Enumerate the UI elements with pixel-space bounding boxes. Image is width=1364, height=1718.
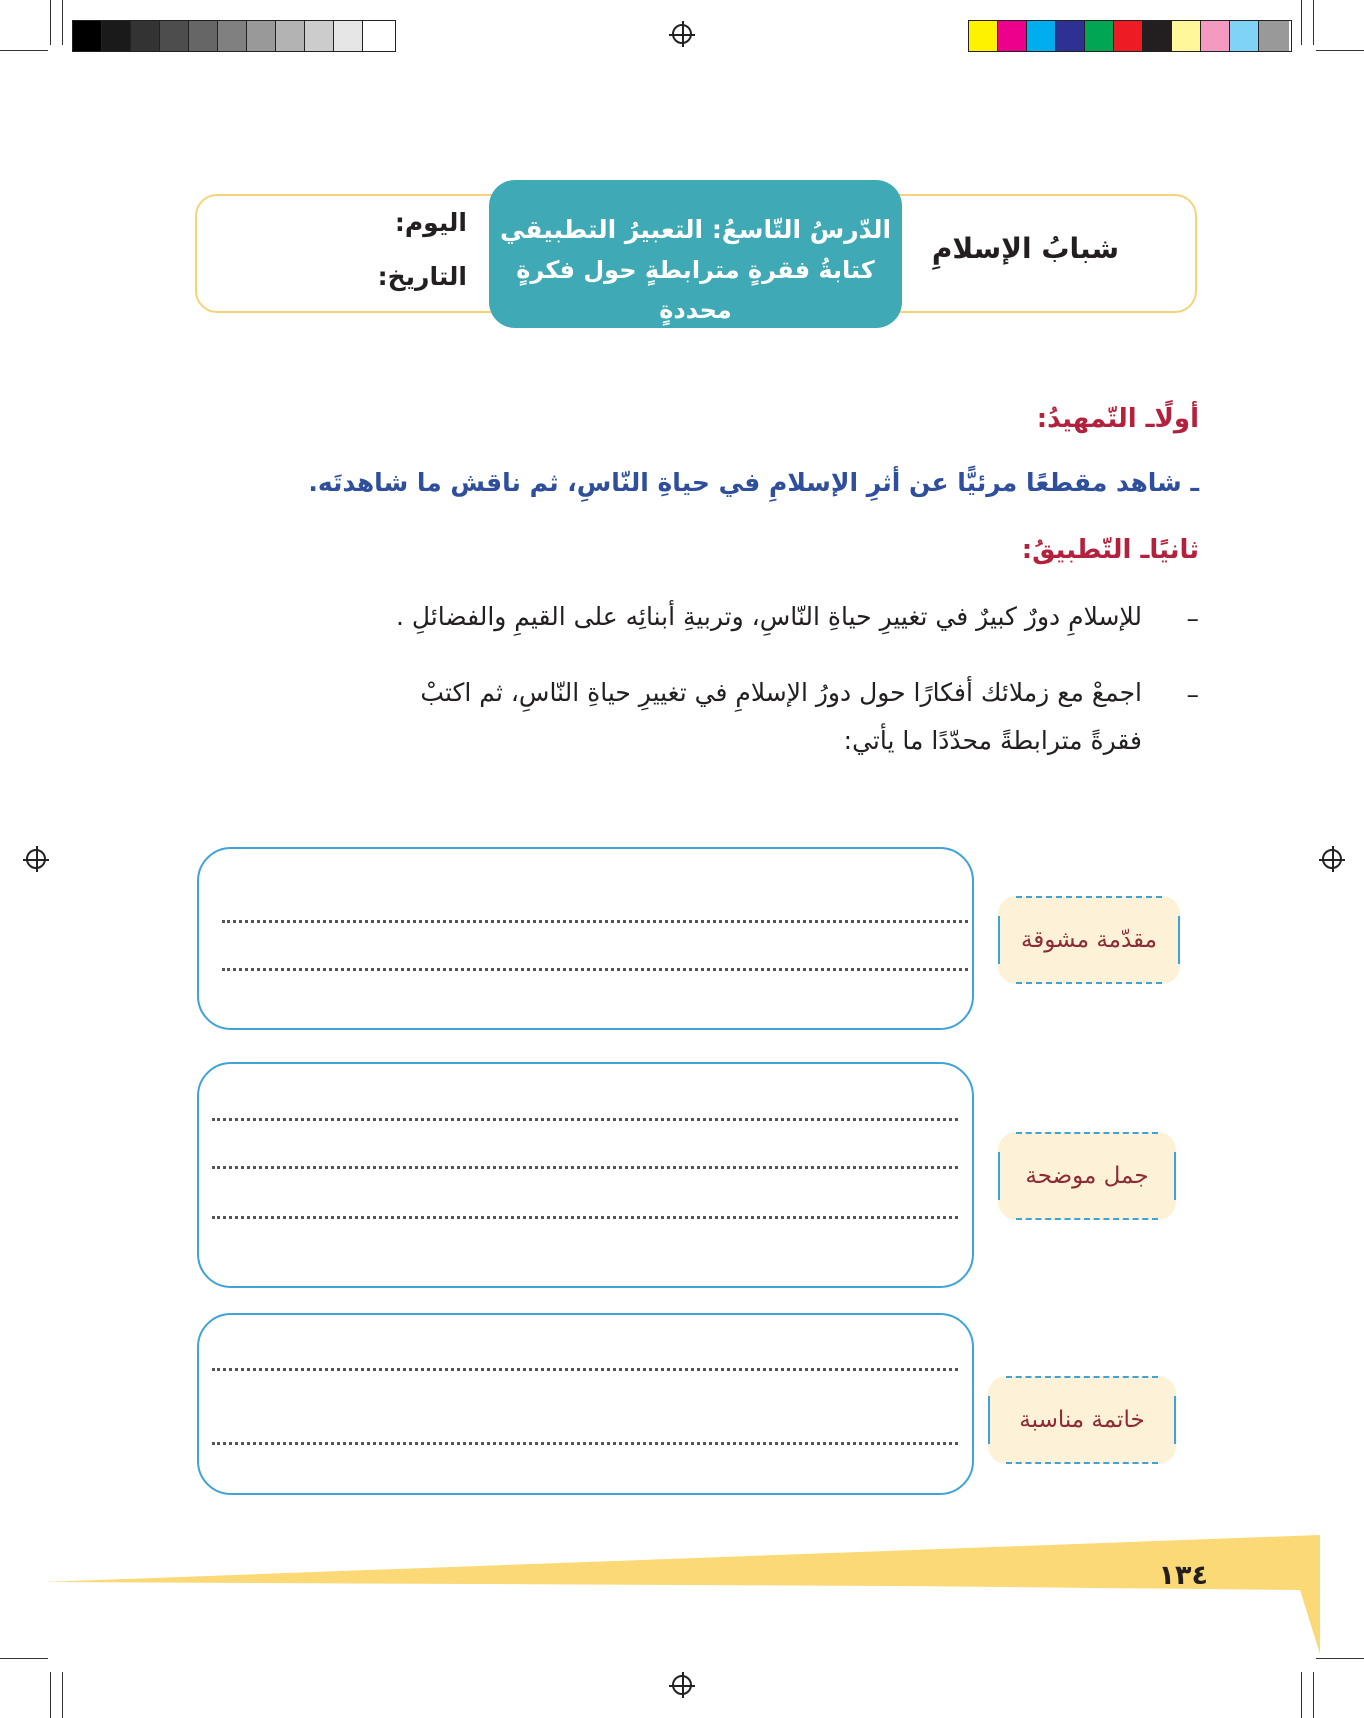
lesson-title: الدّرسُ التّاسعُ: التعبيرُ التطبيقي [499, 215, 892, 244]
introduction-instruction: ـ شاهد مقطعًا مرئيًّا عن أثرِ الإسلامِ في حياةِ النّاسِ، ثم ناقش ما شاهدتَه. [308, 468, 1199, 497]
day-label: اليوم: [394, 208, 467, 237]
section-title-application: ثانيًاـ التّطبيقُ: [1021, 535, 1199, 565]
tag-label: خاتمة مناسبة [1019, 1407, 1145, 1433]
bullet-dash: – [1186, 604, 1199, 633]
bullet-dash: – [1186, 680, 1199, 709]
tag-label: جمل موضحة [1025, 1163, 1149, 1189]
bullet-text-1: للإسلامِ دورٌ كبيرٌ في تغييرِ حياةِ النّاسِ، وتربيةِ أبنائِه على القيمِ والفضائلِ . [395, 602, 1142, 631]
lesson-subtitle: كتابةُ فقرةٍ مترابطةٍ حول فكرةٍ محددةٍ [516, 256, 875, 324]
page-number: ١٣٤ [1158, 1560, 1208, 1591]
tag-label: مقدّمة مشوقة [1020, 927, 1158, 953]
unit-title: شبابُ الإسلامِ [931, 232, 1119, 265]
section-title-introduction: أولًاـ التّمهيدُ: [1036, 404, 1199, 434]
date-label: التاريخ: [377, 262, 467, 291]
bullet-text-2-line-2: فقرةً مترابطةً محدّدًا ما يأتي: [843, 726, 1142, 755]
bullet-text-2-line-1: اجمعْ مع زملائك أفكارًا حول دورُ الإسلامِ في تغييرِ حياةِ النّاسِ، ثم اكتبْ [420, 678, 1142, 707]
